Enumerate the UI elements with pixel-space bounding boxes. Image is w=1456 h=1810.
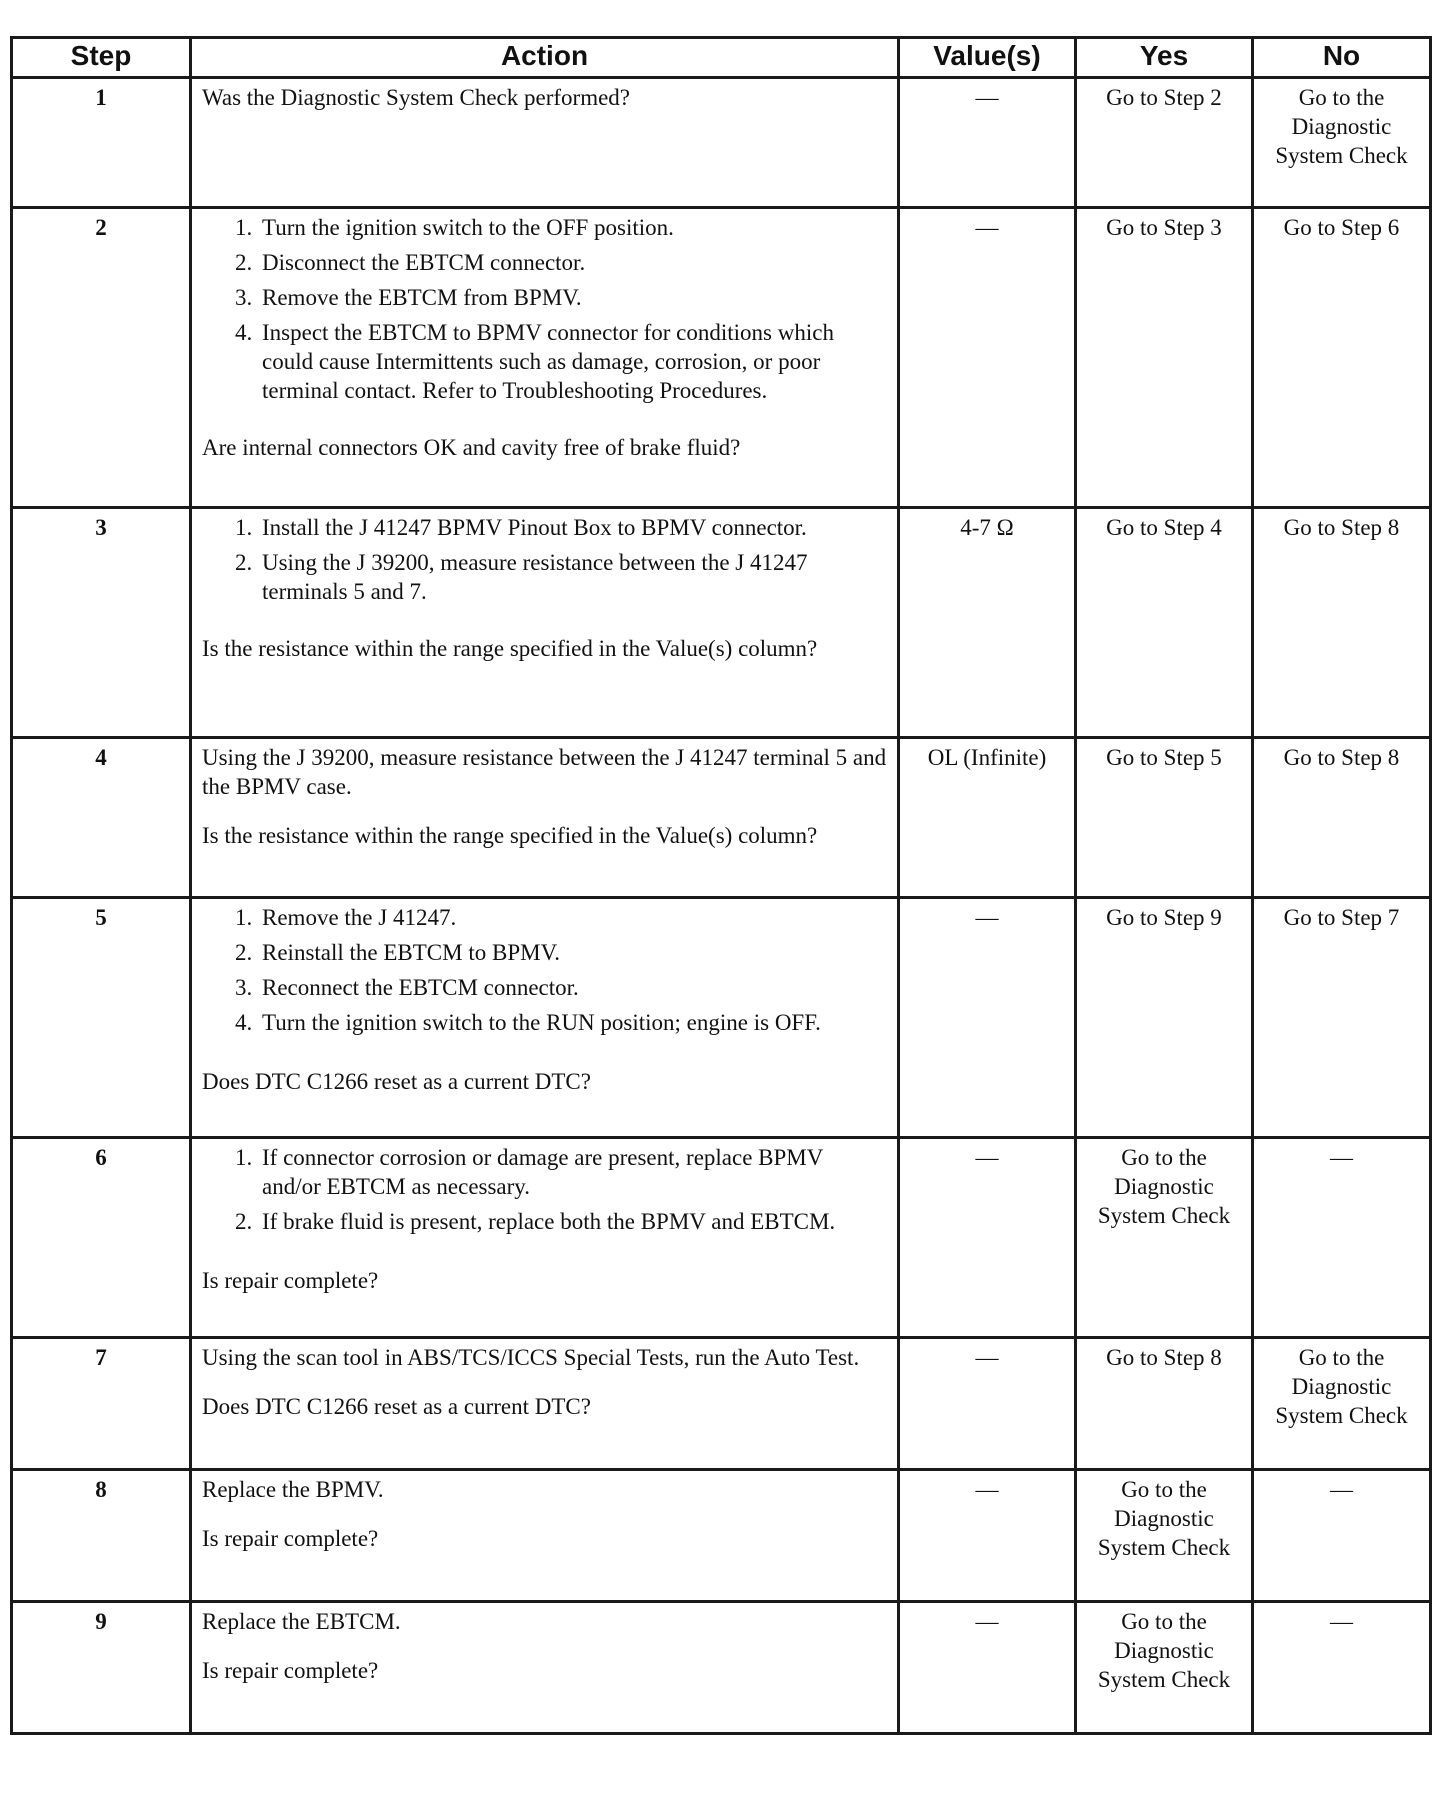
action-step-item: 3. Remove the EBTCM from BPMV. — [258, 283, 887, 312]
action-steps-list — [202, 513, 887, 606]
value-cell: — — [899, 898, 1076, 1138]
step-number: 8 — [12, 1470, 191, 1602]
value-cell: OL (Infinite) — [899, 738, 1076, 898]
no-cell: Go to Step 7 — [1253, 898, 1431, 1138]
table-row — [12, 78, 1431, 208]
action-instruction: Using the scan tool in ABS/TCS/ICCS Special Tests, run the Auto Test. — [202, 1345, 860, 1370]
action-cell — [191, 1138, 899, 1338]
step-number: 5 — [12, 898, 191, 1138]
action-cell — [191, 738, 899, 898]
no-cell: Go to Step 8 — [1253, 508, 1431, 738]
step-number: 6 — [12, 1138, 191, 1338]
action-instruction: Replace the BPMV. — [202, 1477, 384, 1502]
value-cell: — — [899, 208, 1076, 508]
action-cell — [191, 1470, 899, 1602]
no-cell: — — [1253, 1470, 1431, 1602]
yes-cell: Go to the Diagnostic System Check — [1076, 1470, 1253, 1602]
table-row — [12, 1470, 1431, 1602]
action-step-item: 2. Reinstall the EBTCM to BPMV. — [258, 938, 887, 967]
action-step-item: 4. Inspect the EBTCM to BPMV connector for conditions which could cause Intermittents such as damage, corrosion, or poor terminal contact. Refer to Troubleshooting Procedures. — [258, 318, 887, 405]
no-cell: — — [1253, 1138, 1431, 1338]
value-cell: — — [899, 1602, 1076, 1734]
action-step-item: 1. Turn the ignition switch to the OFF position. — [258, 213, 887, 242]
table-row — [12, 898, 1431, 1138]
action-cell — [191, 508, 899, 738]
action-step-item: 3. Reconnect the EBTCM connector. — [258, 973, 887, 1002]
action-question: Was the Diagnostic System Check performed? — [202, 85, 631, 110]
header-values: Value(s) — [899, 38, 1076, 78]
value-cell: 4-7 Ω — [899, 508, 1076, 738]
action-step-item: 2. Using the J 39200, measure resistance between the J 41247 terminals 5 and 7. — [258, 548, 887, 606]
step-number: 7 — [12, 1338, 191, 1470]
action-step-item: 1. If connector corrosion or damage are present, replace BPMV and/or EBTCM as necessary. — [258, 1143, 887, 1201]
table-row — [12, 1338, 1431, 1470]
yes-cell: Go to Step 2 — [1076, 78, 1253, 208]
value-cell: — — [899, 1338, 1076, 1470]
yes-cell: Go to Step 8 — [1076, 1338, 1253, 1470]
yes-cell: Go to the Diagnostic System Check — [1076, 1602, 1253, 1734]
yes-cell: Go to Step 5 — [1076, 738, 1253, 898]
step-number: 3 — [12, 508, 191, 738]
value-cell: — — [899, 1138, 1076, 1338]
no-cell: — — [1253, 1602, 1431, 1734]
action-step-item: 1. Remove the J 41247. — [258, 903, 887, 932]
action-cell — [191, 78, 899, 208]
table-row — [12, 508, 1431, 738]
yes-cell: Go to the Diagnostic System Check — [1076, 1138, 1253, 1338]
yes-cell: Go to Step 3 — [1076, 208, 1253, 508]
step-number: 2 — [12, 208, 191, 508]
action-step-item: 2. If brake fluid is present, replace both the BPMV and EBTCM. — [258, 1207, 887, 1236]
value-cell: — — [899, 1470, 1076, 1602]
header-yes: Yes — [1076, 38, 1253, 78]
action-question: Does DTC C1266 reset as a current DTC? — [202, 1394, 591, 1419]
action-question: Are internal connectors OK and cavity free of brake fluid? — [202, 435, 741, 460]
action-steps-list — [202, 213, 887, 405]
diagnostic-table — [10, 36, 1432, 1735]
table-row — [12, 1138, 1431, 1338]
action-question: Does DTC C1266 reset as a current DTC? — [202, 1069, 591, 1094]
step-number: 9 — [12, 1602, 191, 1734]
table-row — [12, 208, 1431, 508]
value-cell: — — [899, 78, 1076, 208]
diagnostic-table-sheet — [10, 36, 1429, 1743]
step-number: 1 — [12, 78, 191, 208]
action-instruction: Replace the EBTCM. — [202, 1609, 401, 1634]
action-question: Is the resistance within the range specified in the Value(s) column? — [202, 636, 818, 661]
action-cell — [191, 1602, 899, 1734]
yes-cell: Go to Step 4 — [1076, 508, 1253, 738]
yes-cell: Go to Step 9 — [1076, 898, 1253, 1138]
action-cell — [191, 208, 899, 508]
action-instruction: Using the J 39200, measure resistance between the J 41247 terminal 5 and the BPMV case. — [202, 745, 887, 799]
action-question: Is repair complete? — [202, 1268, 379, 1293]
action-cell — [191, 898, 899, 1138]
no-cell: Go to Step 8 — [1253, 738, 1431, 898]
action-cell — [191, 1338, 899, 1470]
action-question: Is the resistance within the range specified in the Value(s) column? — [202, 823, 818, 848]
header-step: Step — [12, 38, 191, 78]
no-cell: Go to the Diagnostic System Check — [1253, 1338, 1431, 1470]
action-steps-list — [202, 1143, 887, 1236]
header-no: No — [1253, 38, 1431, 78]
table-header-row — [12, 38, 1431, 78]
table-row — [12, 738, 1431, 898]
no-cell: Go to the Diagnostic System Check — [1253, 78, 1431, 208]
action-step-item: 1. Install the J 41247 BPMV Pinout Box to BPMV connector. — [258, 513, 887, 542]
header-action: Action — [191, 38, 899, 78]
action-step-item: 2. Disconnect the EBTCM connector. — [258, 248, 887, 277]
action-step-item: 4. Turn the ignition switch to the RUN position; engine is OFF. — [258, 1008, 887, 1037]
table-row — [12, 1602, 1431, 1734]
action-question: Is repair complete? — [202, 1658, 379, 1683]
action-question: Is repair complete? — [202, 1526, 379, 1551]
no-cell: Go to Step 6 — [1253, 208, 1431, 508]
step-number: 4 — [12, 738, 191, 898]
action-steps-list — [202, 903, 887, 1037]
